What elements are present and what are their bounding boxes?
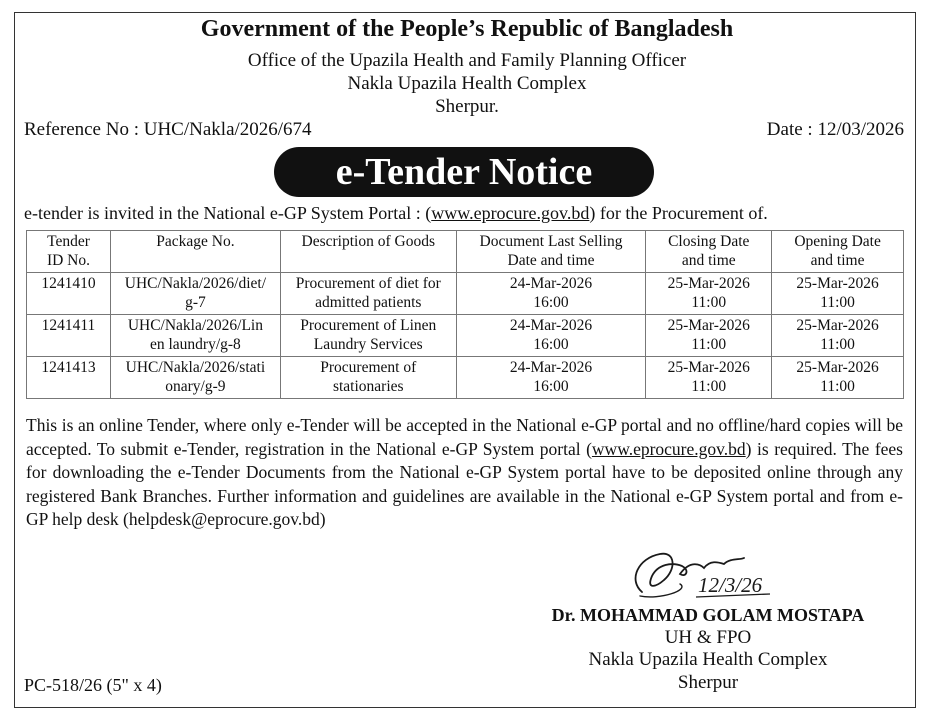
cell-closing: 25-Mar-2026 11:00 xyxy=(646,315,772,357)
signatory-office: Nakla Upazila Health Complex xyxy=(588,649,828,670)
header-description: Description of Goods xyxy=(280,231,456,273)
instructions-part1: This is an online Tender, where only e-Tender will be accepted in the National e-GP portal and no offline/hard copies will be accepted. To submit e-Tender, registration in the National e-GP System portal ( xyxy=(26,415,903,459)
signature-date: 12/3/26 xyxy=(698,573,763,597)
district-name: Sherpur. xyxy=(435,96,499,117)
intro-text-before: e-tender is invited in the National e-GP System Portal : ( xyxy=(24,203,432,223)
cell-description: Procurement of Linen Laundry Services xyxy=(280,315,456,357)
cell-closing: 25-Mar-2026 11:00 xyxy=(646,357,772,399)
reference-number: Reference No : UHC/Nakla/2026/674 xyxy=(24,119,312,140)
cell-opening: 25-Mar-2026 11:00 xyxy=(772,357,904,399)
header-last-selling: Document Last Selling Date and time xyxy=(456,231,646,273)
header-closing: Closing Date and time xyxy=(646,231,772,273)
cell-description: Procurement of diet for admitted patients xyxy=(280,273,456,315)
cell-last-selling: 24-Mar-2026 16:00 xyxy=(456,315,646,357)
publication-code: PC-518/26 (5" x 4) xyxy=(24,675,162,695)
cell-tender-id: 1241411 xyxy=(27,315,111,357)
table-row xyxy=(27,315,904,357)
complex-name: Nakla Upazila Health Complex xyxy=(347,73,587,94)
tender-table xyxy=(26,230,904,399)
cell-last-selling: 24-Mar-2026 16:00 xyxy=(456,273,646,315)
government-title: Government of the People’s Republic of Bangladesh xyxy=(200,16,734,42)
header-opening: Opening Date and time xyxy=(772,231,904,273)
cell-package-no: UHC/Nakla/2026/diet/ g-7 xyxy=(110,273,280,315)
cell-tender-id: 1241410 xyxy=(27,273,111,315)
table-row xyxy=(27,273,904,315)
table-row xyxy=(27,357,904,399)
cell-closing: 25-Mar-2026 11:00 xyxy=(646,273,772,315)
notice-title-banner: e-Tender Notice xyxy=(274,147,654,197)
signatory-name: Dr. MOHAMMAD GOLAM MOSTAPA xyxy=(551,605,865,625)
header-package-no: Package No. xyxy=(110,231,280,273)
cell-last-selling: 24-Mar-2026 16:00 xyxy=(456,357,646,399)
signatory-title: UH & FPO xyxy=(664,626,752,648)
eprocure-link-2[interactable]: www.eprocure.gov.bd xyxy=(591,438,746,459)
cell-opening: 25-Mar-2026 11:00 xyxy=(772,315,904,357)
handwritten-signature xyxy=(620,540,790,605)
notice-date: Date : 12/03/2026 xyxy=(766,119,904,140)
cell-description: Procurement of stationaries xyxy=(280,357,456,399)
intro-text-after: ) for the Procurement of. xyxy=(589,203,768,223)
cell-opening: 25-Mar-2026 11:00 xyxy=(772,273,904,315)
eprocure-link[interactable]: www.eprocure.gov.bd xyxy=(431,203,590,223)
cell-package-no: UHC/Nakla/2026/stati onary/g-9 xyxy=(110,357,280,399)
tender-instructions xyxy=(26,414,903,532)
header-tender-id: Tender ID No. xyxy=(27,231,111,273)
signatory-location: Sherpur xyxy=(677,671,739,693)
table-header-row xyxy=(27,231,904,273)
cell-tender-id: 1241413 xyxy=(27,357,111,399)
signatory-block xyxy=(508,604,908,694)
cell-package-no: UHC/Nakla/2026/Lin en laundry/g-8 xyxy=(110,315,280,357)
instructions-part2: ) is required. The fees for downloading the e-Tender Documents from the National e-GP System portal have to be deposited online through any registered Bank Branches. Further information and guidelines are available in the National e-GP System portal and from e-GP help desk (helpdesk@eprocure.gov.bd) xyxy=(26,438,903,529)
intro-line xyxy=(24,203,768,224)
office-name: Office of the Upazila Health and Family Planning Officer xyxy=(247,50,687,71)
